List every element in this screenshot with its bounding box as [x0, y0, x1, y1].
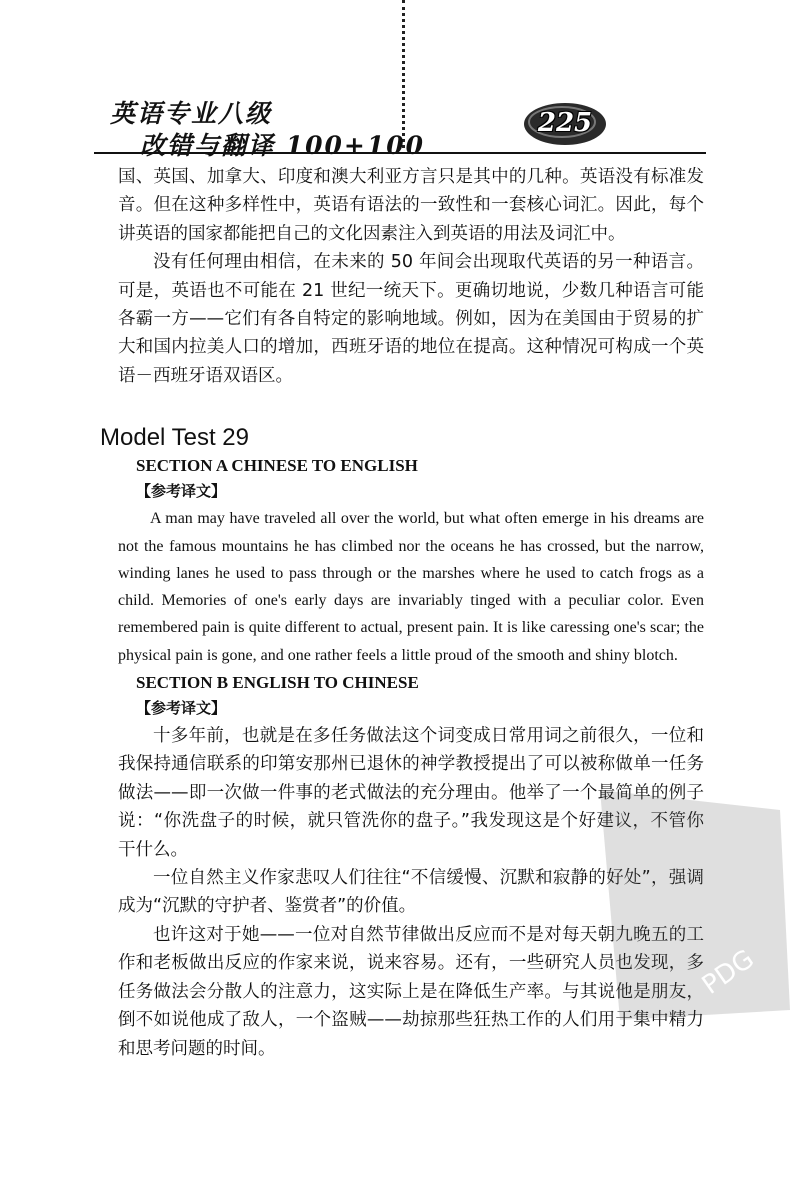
section-b-ref-label: 【参考译文】	[136, 699, 227, 718]
paragraph-cn-1: 国、英国、加拿大、印度和澳大利亚方言只是其中的几种。英语没有标准发音。但在这种多样性中，英语有语法的一致性和一套核心词汇。因此，每个讲英语的国家都能把自己的文化因素注入到英语的用法及词汇中。	[118, 167, 704, 244]
section-a-heading: SECTION A CHINESE TO ENGLISH	[136, 456, 418, 476]
section-a-translation: A man may have traveled all over the world, but what often emerge in his dreams are not the famous mountains he has climbed nor the oceans he has crossed, but the narrow, winding lanes he used to pass through or the marshes where he used to catch frogs as a child. Memories of one's early days are invariably tinged with a peculiar color. Even remembered pain is quite different to actual, present pain. It is like caressing one's scar; the physical pain is gone, and one rather feels a little proud of the smooth and shiny blotch.	[118, 510, 704, 664]
model-test-title: Model Test 29	[100, 424, 249, 452]
section-a-ref-label: 【参考译文】	[136, 482, 227, 501]
watermark-seal	[560, 770, 800, 1030]
section-b-paragraph-1: 十多年前，也就是在多任务做法这个词变成日常用词之前很久，一位和我保持通信联系的印第安那州已退休的神学教授提出了可以被称做单一任务做法——即一次做一件事的老式做法的充分理由。他举了一个最简单的例子说：“你洗盘子的时候，就只管洗你的盘子。”我发现这是个好建议，不管你干什么。	[118, 726, 704, 860]
section-b-paragraph-3: 也许这对于她——一位对自然节律做出反应而不是对每天朝九晚五的工作和老板做出反应的作家来说，说来容易。还有，一些研究人员也发现，多任务做法会分散人的注意力，这实际上是在降低生产率。与其说他是朋友，倒不如说他成了敌人，一个盗贼——劫掠那些狂热工作的人们用于集中精力和思考问题的时间。	[118, 924, 704, 1059]
page-header	[0, 0, 800, 160]
page-number-badge	[522, 100, 608, 148]
book-title-line1: 英语专业八级	[110, 99, 273, 128]
watermark-text: PDG	[696, 944, 760, 1001]
header-rule	[94, 152, 706, 154]
page-number: 225	[537, 108, 593, 138]
watermark-stamp-icon	[560, 770, 800, 1030]
paragraph-cn-2: 没有任何理由相信，在未来的 50 年间会出现取代英语的另一种语言。可是，英语也不可能在 21 世纪一统天下。更确切地说，少数几种语言可能各霸一方——它们有各自特定的影响地域。例如，因为在美国由于贸易的扩大和国内拉美人口的增加，西班牙语的地位在提高。这种情况可构成一个英语－西班牙语双语区。	[118, 252, 704, 386]
section-b-paragraph-2: 一位自然主义作家悲叹人们往往“不信缓慢、沉默和寂静的好处”，强调成为“沉默的守护者、鉴赏者”的价值。	[118, 868, 704, 917]
section-b-heading: SECTION B ENGLISH TO CHINESE	[136, 673, 419, 693]
book-title-line2: 改错与翻译 100+100	[140, 131, 426, 160]
